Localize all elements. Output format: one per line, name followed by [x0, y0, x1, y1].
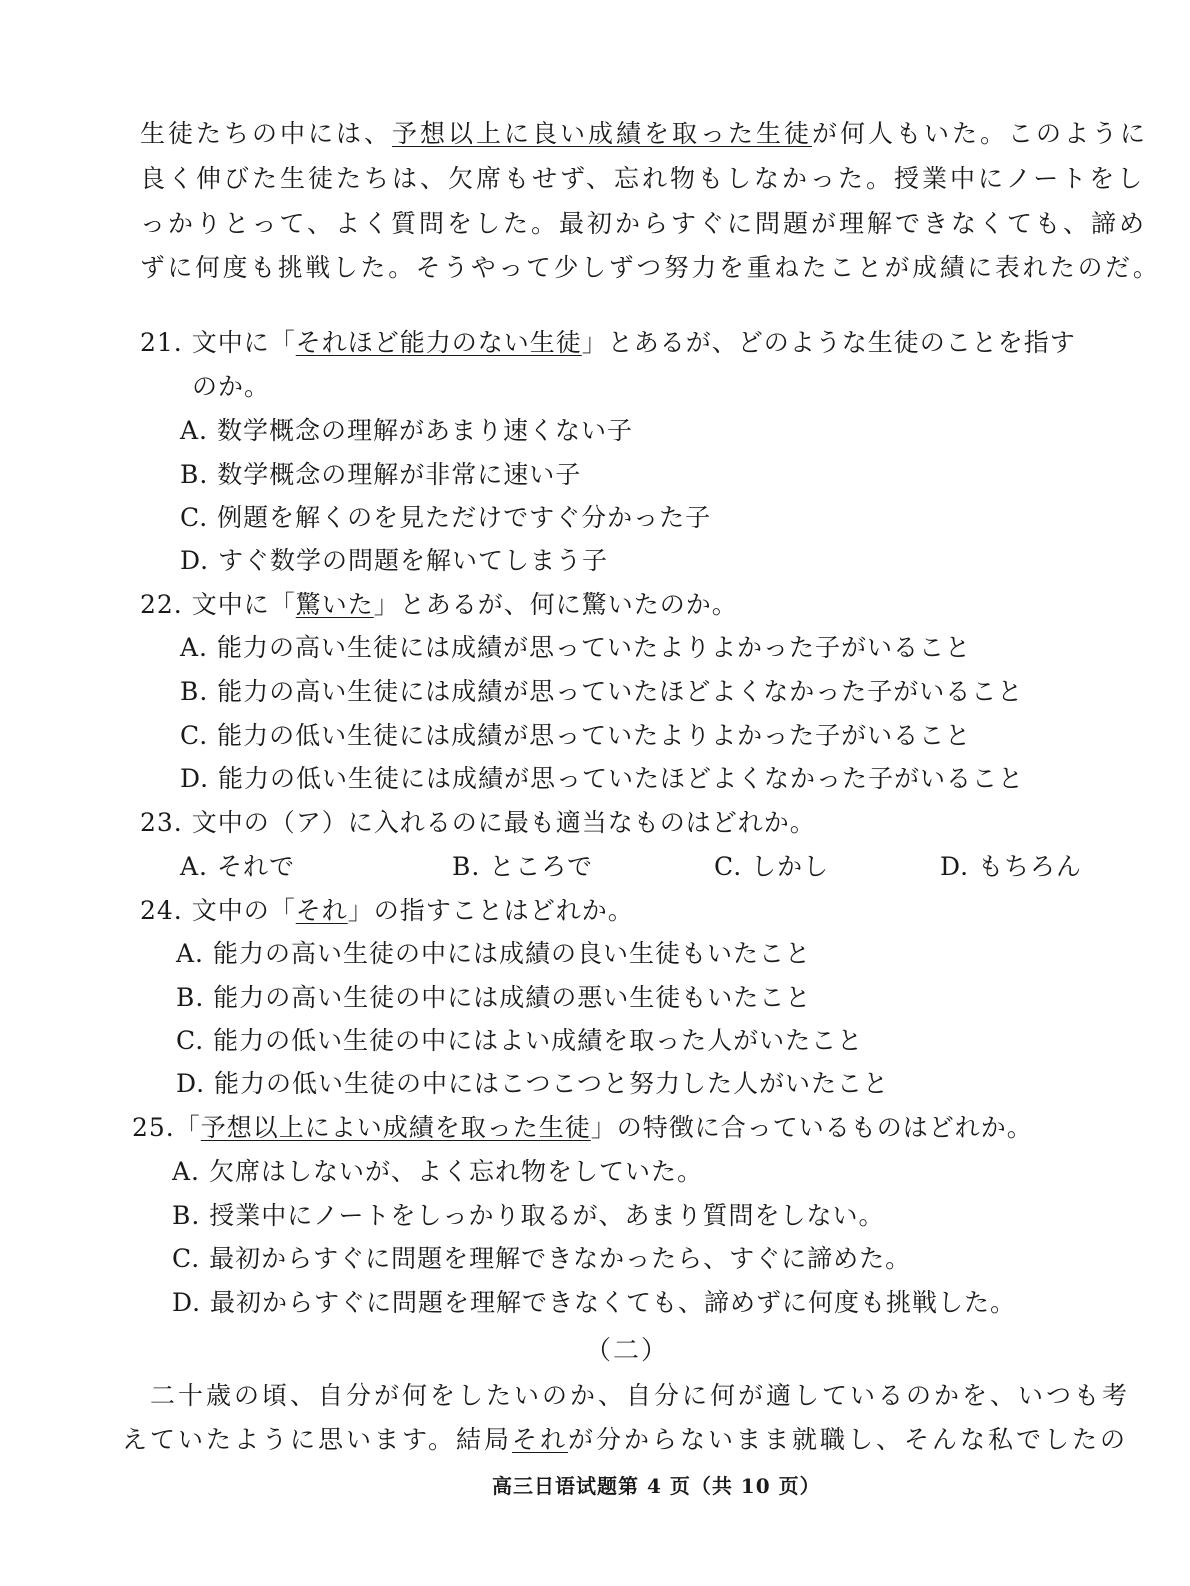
passage-line: っかりとって、よく質問をした。最初からすぐに問題が理解できなくても、諦め [140, 209, 1148, 238]
question-22 [140, 589, 738, 621]
underlined-phrase: 予想以上によい成績を取った生徒 [200, 1113, 591, 1142]
answer-option[interactable]: B. 能力の高い生徒の中には成績の悪い生徒もいたこと [176, 983, 812, 1012]
passage-text: 生徒たちの中には、 [140, 119, 393, 148]
underlined-phrase: それほど能力のない生徒 [295, 328, 582, 357]
passage-line: 良く伸びた生徒たちは、欠席もせず、忘れ物もしなかった。授業中にノートをし [140, 164, 1146, 193]
question-23 [140, 807, 816, 839]
question-number: 24. [140, 896, 183, 925]
question-number: 25. [132, 1113, 175, 1142]
answer-option[interactable]: C. 例題を解くのを見ただけですぐ分かった子 [180, 503, 712, 532]
question-number: 21. [140, 328, 183, 357]
answer-option[interactable]: D. 能力の低い生徒の中にはこつこつと努力した人がいたこと [176, 1069, 890, 1098]
answer-option[interactable]: D. もちろん [940, 852, 1083, 881]
passage-text: が分からないまま就職し、そんな私でしたの [568, 1425, 1129, 1454]
answer-option[interactable]: D. 能力の低い生徒には成績が思っていたほどよくなかった子がいること [180, 764, 1025, 793]
section-heading: （二） [585, 1336, 670, 1366]
answer-option[interactable]: B. 授業中にノートをしっかり取るが、あまり質問をしない。 [172, 1201, 885, 1230]
question-text: 文中の（ア）に入れるのに最も適当なものはどれか。 [191, 808, 816, 837]
question-text: 「 [174, 1113, 201, 1142]
passage-text: えていたように思います。結局 [122, 1425, 513, 1454]
answer-option[interactable]: A. 能力の高い生徒には成績が思っていたよりよかった子がいること [180, 633, 971, 662]
question-25 [132, 1112, 1033, 1144]
question-text: 文中に「 [191, 328, 296, 357]
question-text: 」の特徴に合っているものはどれか。 [590, 1113, 1033, 1142]
underlined-phrase: それ [512, 1425, 569, 1454]
underlined-phrase: 驚いた [295, 590, 374, 619]
answer-option[interactable]: B. 数学概念の理解が非常に速い子 [180, 460, 582, 489]
question-text: 文中の「 [191, 896, 296, 925]
answer-option[interactable]: A. 数学概念の理解があまり速くない子 [180, 416, 633, 445]
answer-option[interactable]: B. 能力の高い生徒には成績が思っていたほどよくなかった子がいること [180, 677, 1024, 706]
question-text: 」とあるが、何に驚いたのか。 [373, 590, 738, 619]
answer-option[interactable]: C. しかし [714, 852, 830, 881]
passage-line [140, 118, 1148, 150]
answer-option[interactable]: D. すぐ数学の問題を解いてしまう子 [180, 546, 609, 575]
page-footer: 高三日语试题第 4 页（共 10 页） [492, 1474, 821, 1498]
question-24 [140, 895, 634, 927]
question-continuation: のか。 [192, 372, 271, 401]
passage-line [122, 1424, 1128, 1456]
underlined-phrase: それ [295, 896, 348, 925]
answer-option[interactable]: A. 欠席はしないが、よく忘れ物をしていた。 [172, 1157, 703, 1186]
question-number: 22. [140, 590, 183, 619]
answer-option[interactable]: C. 能力の低い生徒には成績が思っていたよりよかった子がいること [180, 721, 972, 750]
underlined-phrase: 予想以上に良い成績を取った生徒 [392, 119, 813, 148]
passage-text: が何人もいた。このように [812, 119, 1149, 148]
answer-option[interactable]: C. 最初からすぐに問題を理解できなかったら、すぐに諦めた。 [172, 1244, 912, 1273]
question-number: 23. [140, 808, 183, 837]
passage-line: 二十歳の頃、自分が何をしたいのか、自分に何が適しているのかを、いつも考 [150, 1381, 1131, 1410]
question-21 [140, 327, 1076, 359]
question-text: 」の指すことはどれか。 [347, 896, 634, 925]
answer-option[interactable]: B. ところで [452, 852, 594, 881]
answer-option[interactable]: D. 最初からすぐに問題を理解できなくても、諦めずに何度も挑戦した。 [172, 1288, 1017, 1317]
passage-line: ずに何度も挑戦した。そうやって少しずつ努力を重ねたことが成績に表れたのだ。 [140, 253, 1161, 282]
answer-option[interactable]: A. それで [180, 852, 295, 881]
answer-option[interactable]: A. 能力の高い生徒の中には成績の良い生徒もいたこと [176, 939, 811, 968]
question-text: 文中に「 [191, 590, 296, 619]
answer-option[interactable]: C. 能力の低い生徒の中にはよい成績を取った人がいたこと [176, 1026, 864, 1055]
question-text: 」とあるが、どのような生徒のことを指す [581, 328, 1076, 357]
